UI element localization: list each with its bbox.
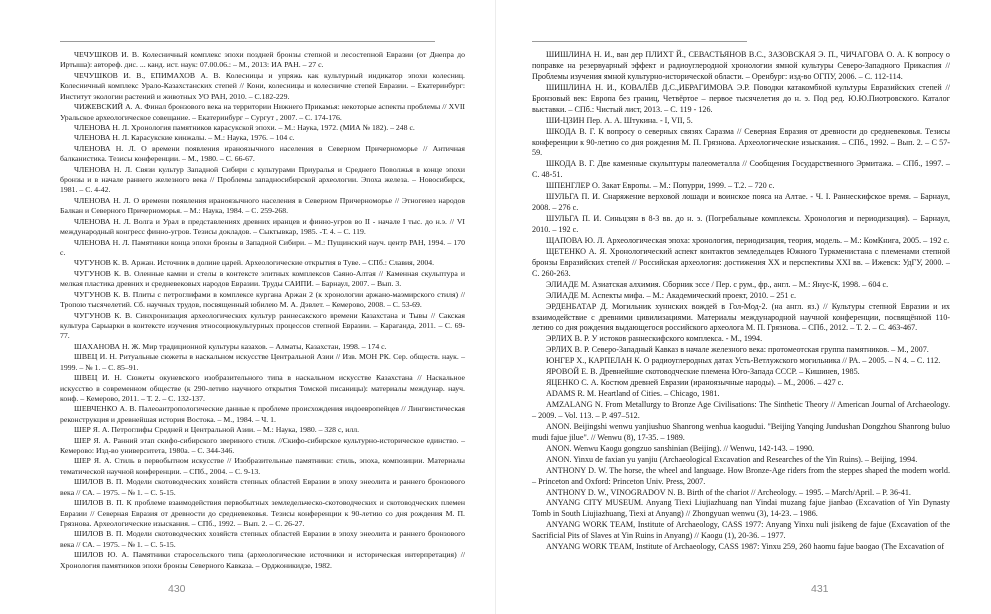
bibliography-entry: ШУЛЬГА П. И. Снаряжение верховой лошади и воинское пояса на Алтае. - Ч. I. Раннескифское время. – Барнаул, 2008. – 276 с.	[532, 192, 950, 213]
bibliography-entry: ШВЕЦ И. Н. Ритуальные сюжеты в наскальном искусстве Центральной Азии // Изв. МОН РК. Сер. обществ. наук. – 1999. – № 1. – С. 85–91.	[60, 352, 465, 372]
bibliography-entry: ЭРДЕНБАТАР Д. Могильник хуннских вождей в Гол-Мод-2. (на англ. яз.) // Культуры степной Евразии и их взаимодействие с древними цивилизациями. Материалы международной научной конференции, посвящённой 110-летию со дня рождения выдающегося российского археолога М. П. Грязнова. – СПб., 2012. – Т. 2. – С. 463-467.	[532, 301, 950, 333]
bibliography-entry: ШИ-ЦЗИН Пер. А. А. Штукина. - I, VII, 5.	[546, 115, 693, 125]
bibliography-column	[532, 50, 950, 553]
bibliography-entry: ЩЕТЕНКО А. Я. Хронологический аспект контактов земледельцев Южного Туркменистана с племенами степной бронзы Евразийских степей // Российская археология: достижения XX и перспективы XXI вв. – Ижевск: УдГУ, 2000. – С. 260-263.	[532, 246, 950, 278]
bibliography-entry: ШЕР Я. А. Ранний этап скифо-сибирского звериного стиля. //Скифо-сибирское культурно-историческое единство. – Кемерово: Изд-во университета, 1980а. – С. 344-346.	[60, 435, 465, 456]
bibliography-entry: ЩАПОВА Ю. Л. Археологическая эпоха: хронология, периодизация, теория, модель. – М.: КомКнига, 2005. – 192 с.	[546, 235, 950, 245]
bibliography-entry: ШИЛОВ В. П. Модели скотоводческих хозяйств степных областей Евразии в эпоху энеолита и раннего бронзового века // СА. – 1975. – № 1. – С. 5-15.	[60, 477, 465, 497]
bibliography-entry: ANYANG WORK TEAM, Institute of Archaeology, CASS 1977: Anyang Yinxu nuli jisikeng de fajue (Excavation of the Sacrificial Pits of Slaves at Yin Ruins in Anyang) // Kaogu (1), 20-36. – 1977.	[532, 520, 950, 541]
bibliography-entry: ЧУГУНОВ К. В. Плиты с петроглифами в комплексе кургана Аржан 2 (к хронологии аржано-маэмирского стиля) // Тропою тысячелетий. Сб. научных трудов, посвященный юбилею М. А. Дэвлет. – Кемерово, 2008. – С. 53-69.	[60, 289, 465, 310]
bibliography-entry: ЧЛЕНОВА Н. Л. Волга и Урал в представлениях древних иранцев и финно-угров во II - начале I тыс. до н.э. // VI международный конгресс финно-угров. Тезисы докладов. – Сыктывкар, 1985. -Т. 4. – С. 119.	[60, 216, 465, 237]
bibliography-entry: ЯРОВОЙ Е. В. Древнейшие скотоводческие племена Юго-Запада СССР. – Кишинев, 1985.	[546, 367, 860, 377]
header-rule	[532, 41, 747, 42]
bibliography-entry: ANON. Beijingshi wenwu yanjiushuo Shanrong wenhua kaogudui. "Beijing Yanqing Jundushan Dongzhou Shanrong buluo mudi fajue jilue". // Wenwu (8), 17-35. – 1989.	[532, 421, 950, 442]
bibliography-entry: ЧУГУНОВ К. В. Оленные камни и стелы в контексте элитных комплексов Саяно-Алтая // Каменная скульптура и мелкая пластика древних и средневековых народов Евразии. Труды САИПИ. – Барнаул, 2007. – Вып. 3.	[60, 268, 465, 289]
bibliography-entry: ШИШЛИНА Н. И., КОВАЛЁВ Д.С.,ИБРАГИМОВА Э.Р. Поводки катакомбной культуры Евразийских степей //Бронзовый век: Европа без границ, Четвёртое – первое тысячелетия до н. э. Под ред. Ю.Ю.Пиотровского. Каталог выставки. – СПб.: Чистый лист, 2013. – С. 119 - 126.	[532, 82, 950, 114]
bibliography-entry: ЭЛИАДЕ М. Аспекты мифа. – М.: Академический проект, 2010. – 251 с.	[546, 290, 797, 300]
bibliography-entry: ШИЛОВ Ю. А. Памятники старосельского типа (археологические источники и историческая интерпретация) // Хронология памятников эпохи бронзы Северного Кавказа. – Орджоникидзе, 1982.	[60, 550, 465, 570]
bibliography-entry: ЯЦЕНКО С. А. Костюм древней Евразии (ираноязычные народы). – М., 2006. – 427 с.	[546, 378, 844, 388]
bibliography-entry: ШЕР Я. А. Петроглифы Средней и Центральной Азии. – М.: Наука, 1980. – 328 с, илл.	[74, 425, 360, 435]
bibliography-entry: ШКОДА В. Г. К вопросу о северных связях Саразма // Северная Евразия от древности до средневековья. Тезисы конференции к 90-летию со дня рождения М. П. Грязнова. Археологические изыскания. – СПб., 1992. – Вып. 2. – С 57-59.	[532, 126, 950, 158]
bibliography-entry: AMZALANG N. From Metallurgy to Bronze Age Civilisations: The Sinthetic Theory // American Journal of Archaeology. – 2009. – Vol. 113. – P. 497–512.	[532, 400, 950, 420]
bibliography-entry: ШЕВЧЕНКО А. В. Палеоантропологические данные к проблеме происхождения индоевропейцев // Лингвистическая реконструкция и древнейшая история Востока. – М., 1984. – Ч. 1.	[60, 404, 465, 424]
bibliography-entry: ЧЛЕНОВА Н. Л. Хронология памятников карасукской эпохи. – М.: Наука, 1972. (МИА № 182). – 248 с.	[74, 122, 415, 132]
right-page	[496, 0, 991, 614]
bibliography-entry: ANTHONY D. W., VINOGRADOV N. B. Birth of the chariot // Archeology. – 1995. – March/April. – P. 36-41.	[546, 487, 911, 497]
bibliography-entry: ШВЕЦ И. Н. Сюжеты окуневского изобразительного типа в наскальном искусстве Казахстана // Наскальное искусство в современном обществе (к 290-летию научного открытия Томской писаницы): материалы междунар. науч. конф. – Кемерово, 2011. – Т. 2. – С. 132-137.	[60, 373, 465, 403]
bibliography-entry: ЧУГУНОВ К. В. Синхронизация археологических культур раннесакского времени Казахстана и Тывы // Сакская культура Сарыарки в контексте изучения этносоциокультурных процессов степной Евразии. – Караганда, 2011. – С. 69-77.	[60, 310, 465, 341]
bibliography-entry: ШЕР Я. А. Стиль в первобытном искусстве // Изобразительные памятники: стиль, эпоха, композиции. Материалы тематической научной конференции. – СПб., 2004. – С. 9-13.	[60, 456, 465, 476]
page-number: 430	[168, 583, 186, 595]
bibliography-entry: ЧЕЧУШКОВ И. В. Колесничный комплекс эпохи поздней бронзы степной и лесостепной Евразии (от Днепра до Иртыша): автореф. дис. ... канд. ист. наук: 07.00.06.: – М., 2013: ИА РАН. – 27 с.	[60, 50, 465, 70]
bibliography-entry: ЧЛЕНОВА Н. Л. Памятники конца эпохи бронзы в Западной Сибири. – М.: Пущинский науч. центр РАН, 1994. – 170 с.	[60, 237, 465, 258]
bibliography-entry: ЧЛЕНОВА Н. Л. О времени появления ираноязычного населения в Северном Причерноморье // Античная балканистика. Тезисы конференции. – М., 1980. – С. 66-67.	[60, 143, 465, 164]
bibliography-entry: ANON. Wenwu Kaogu gongzuo sanshinian (Beijing). // Wenwu, 142-143. – 1990.	[546, 443, 815, 453]
page-number: 431	[811, 583, 829, 595]
bibliography-entry: ШУЛЬГА П. И. Синьцзян в 8-3 вв. до н. э. (Погребальные комплексы. Хронология и периодизация). – Барнаул, 2010. – 192 с.	[532, 214, 950, 234]
bibliography-entry: ANYANG CITY MUSEUM. Anyang Tiexi Liujiazhuang nan Yindai muzang fajue jianbao (Excavation of Yin Dynasty Tomb in South Liujiazhuang, Tiexi at Anyang) // Zhongyuan wenwu (3), 14-23. – 1986.	[532, 498, 950, 519]
bibliography-entry: ANTHONY D. W. The horse, the wheel and language. How Bronze-Age riders from the steppes shaped the modern world. – Princeton and Oxford: Princeton Univ. Press, 2007.	[532, 465, 950, 486]
bibliography-entry: ЧЛЕНОВА Н. Л. О времени появления ираноязычного населения в Северном Причерноморье // Этногенез народов Балкан и Северного Причерноморья. – М.: Наука, 1984. – С. 259-268.	[60, 195, 465, 216]
bibliography-entry: ANON. Yinxu de faxian yu yanjiu (Archaeological Excavation and Researches of the Yin Ruins). – Beijing, 1994.	[546, 454, 918, 464]
bibliography-entry: ANYANG WORK TEAM, Institute of Archaeology, CASS 1987: Yinxu 259, 260 haomu fajue baogao (The Excavation of	[546, 542, 945, 552]
bibliography-entry: ЭРЛИХ В. Р. У истоков раннескифского комплекса. - М., 1994.	[546, 334, 763, 344]
bibliography-entry: ЧЕЧУШКОВ И. В., ЕПИМАХОВ А. В. Колесницы и упряжь как культурный индикатор эпохи колесниц. Колесничный комплекс Урало-Казахстанских степей // Кони, колесницы и колесничие степей Евразии. – Екатеринбург: Институт экологии растений и животных УО РАН, 2010. – С.182-229.	[60, 70, 465, 101]
bibliography-entry: ШИШЛИНА Н. И., ван дер ПЛИХТ Й., СЕВАСТЬЯНОВ В.С., ЗАЗОВСКАЯ Э. П., ЧИЧАГОВА О. А. К вопросу о поправке на резервуарный эффект и радиоуглеродной хронологии ямной культуры Северо-Западного Прикаспия // Проблемы изучения ямной культурно-исторической области. – Оренбург: изд-во ОГПУ, 2006. – С. 112-114.	[532, 50, 950, 81]
bibliography-entry: ШПЕНГЛЕР О. Закат Европы. – М.: Попурри, 1999. – Т.2. – 720 с.	[546, 181, 775, 191]
bibliography-entry: ЧИЖЕВСКИЙ А. А. Финал бронзового века на территории Нижнего Прикамья: некоторые аспекты проблемы // XVII Уральское археологическое совещание. – Екатеринбург – Сургут , 2007. – С. 174-176.	[60, 102, 465, 122]
bibliography-entry: ЧУГУНОВ К. В. Аржан. Источник в долине царей. Археологические открытия в Туве. – СПб.: Славия, 2004.	[74, 258, 435, 268]
bibliography-column	[60, 50, 465, 571]
bibliography-entry: ЧЛЕНОВА Н. Л. Связи культур Западной Сибири с культурами Приуралья и Среднего Поволжья в конце эпохи бронзы и в начале раннего железного века // Проблемы западносибирской археологии. Эпоха железа. – Новосибирск, 1981. – С. 4-42.	[60, 164, 465, 195]
header-rule	[60, 41, 435, 42]
bibliography-entry: ADAMS R. M. Heartland of Cities. – Chicago, 1981.	[546, 389, 720, 399]
bibliography-entry: ЧЛЕНОВА Н. Л. Карасукские кинжалы. – М.: Наука, 1976. – 104 с.	[74, 133, 295, 143]
bibliography-entry: ШИЛОВ В. П. К проблеме взаимодействия первобытных земледельческо-скотоводческих и скотоводческих племен Евразии // Северная Евразия от древности до средневековья. Тезисы конференции к 90-летию со дня рождения М. П. Грязнова. Археологические изыскания. – СПб., 1992. – Вып. 2. – С. 26-27.	[60, 498, 465, 528]
bibliography-entry: ШАХАНОВА Н. Ж. Мир традиционной культуры казахов. – Алматы, Казахстан, 1998. – 174 с.	[74, 341, 387, 351]
bibliography-entry: ЭРЛИХ В. Р. Северо-Западный Кавказ в начале железного века: протомеотская группа памятников. – М., 2007.	[546, 345, 929, 355]
bibliography-entry: ЮНГЕР Х., КАРПЕЛАН К. О радиоуглеродных датах Усть-Ветлужского могильника // РА. – 2005. – N 4. – С. 112.	[546, 356, 941, 366]
bibliography-entry: ШИЛОВ В. П. Модели скотоводческих хозяйств степных областей Евразии в эпоху энеолита и раннего бронзового века // СА. – 1975. – № 1. – С. 5-15.	[60, 529, 465, 549]
bibliography-entry: ЭЛИАДЕ М. Азиатская алхимия. Сборник эссе / Пер. с рум., фр., англ. – М.: Янус-К, 1998. – 604 с.	[546, 279, 889, 289]
bibliography-entry: ШКОДА В. Г. Две каменные скульптуры палеометалла // Сообщения Государственного Эрмитажа. – СПб., 1997. – С. 48-51.	[532, 159, 950, 180]
